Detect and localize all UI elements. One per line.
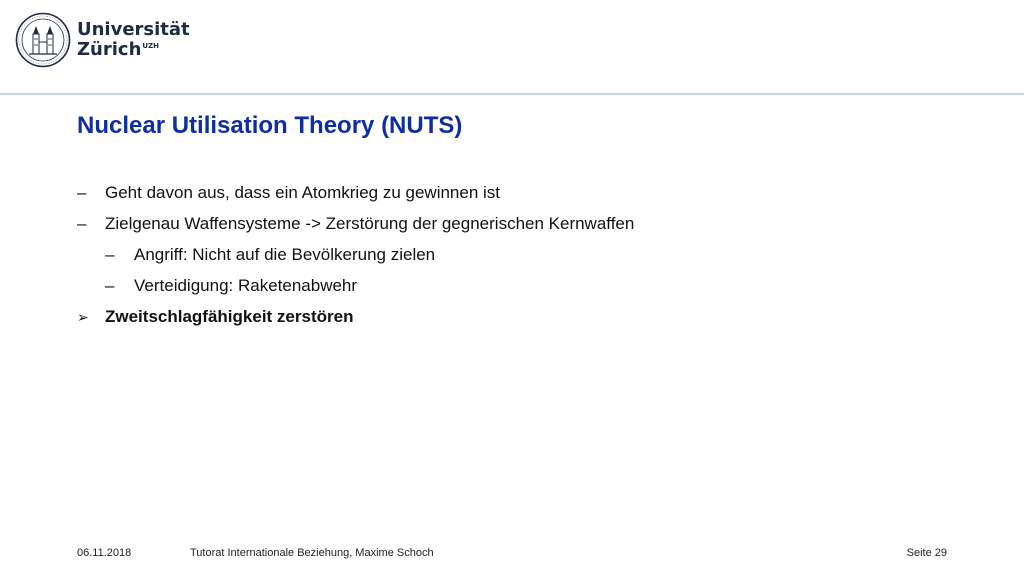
footer-date: 06.11.2018 <box>77 547 132 559</box>
footer-page-number: Seite 29 <box>906 547 947 559</box>
slide-content <box>77 183 977 338</box>
university-name <box>77 20 190 60</box>
bullet-text: Verteidigung: Raketenabwehr <box>134 276 358 295</box>
bullet-text: Zweitschlagfähigkeit zerstören <box>105 307 354 326</box>
arrow-bullet-icon: ➢ <box>77 309 89 325</box>
university-name-line2: Zürich <box>77 39 142 60</box>
university-logo <box>15 12 190 68</box>
bullet-dash: – <box>77 183 87 202</box>
university-seal-icon <box>15 12 71 68</box>
university-abbr: UZH <box>142 42 160 50</box>
header-divider <box>0 93 1024 95</box>
bullet-item <box>77 183 977 214</box>
sub-bullet-item <box>77 245 977 276</box>
bullet-item <box>77 214 977 245</box>
bullet-item-emphasis <box>77 307 977 338</box>
university-name-line1: Universität <box>77 19 190 40</box>
bullet-dash: – <box>105 245 115 264</box>
slide-title: Nuclear Utilisation Theory (NUTS) <box>77 112 463 139</box>
footer-presentation-info: Tutorat Internationale Beziehung, Maxime Schoch <box>190 547 434 559</box>
sub-bullet-item <box>77 276 977 307</box>
bullet-text: Geht davon aus, dass ein Atomkrieg zu gewinnen ist <box>105 183 501 202</box>
bullet-text: Zielgenau Waffensysteme -> Zerstörung der gegnerischen Kernwaffen <box>105 214 635 233</box>
bullet-text: Angriff: Nicht auf die Bevölkerung zielen <box>134 245 436 264</box>
bullet-dash: – <box>77 214 87 233</box>
bullet-dash: – <box>105 276 115 295</box>
